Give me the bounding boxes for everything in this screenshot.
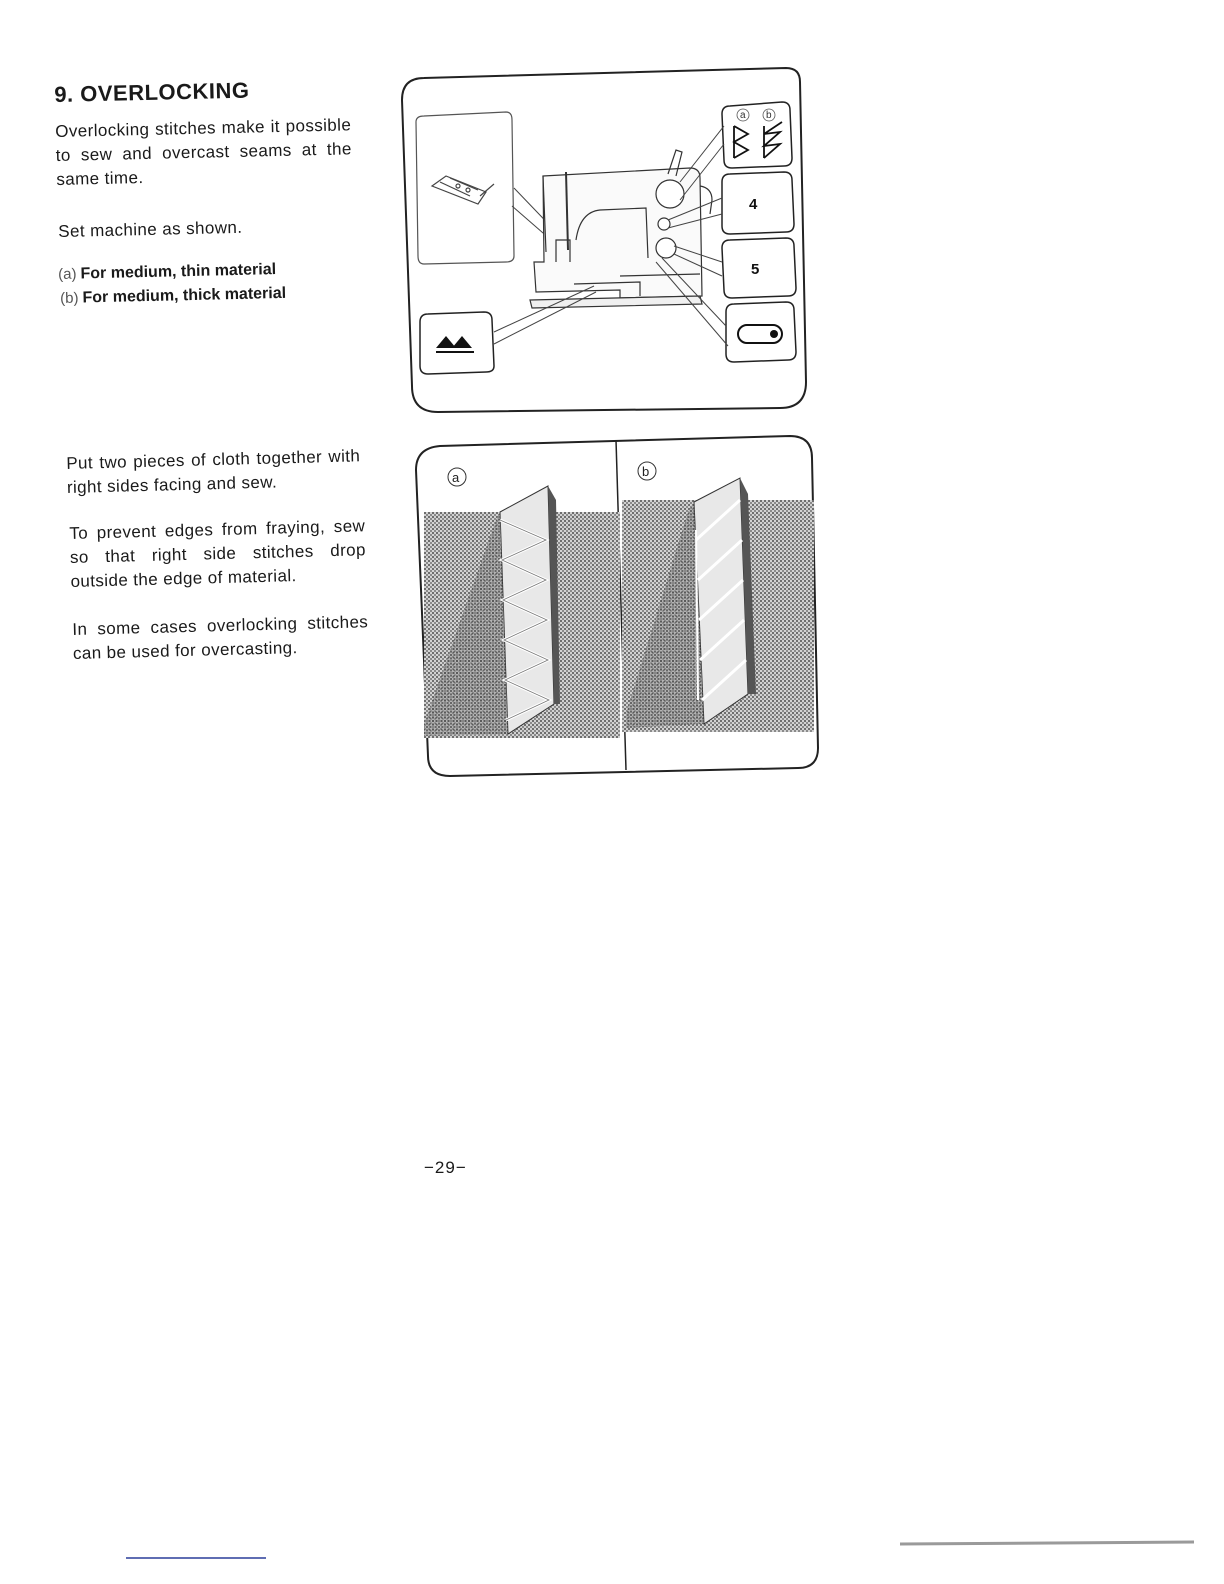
toggle-switch-icon [738,325,782,343]
pattern-label-b: b [766,110,772,121]
option-b-label: For medium, thick material [82,284,287,307]
overcasting-paragraph: In some cases overlocking stitches can be used for overcasting. [72,612,369,663]
panel-b-label: b [642,464,650,479]
sewing-machine-drawing [530,150,712,308]
scan-edge-mark [900,1542,1194,1544]
switch-inset [656,258,796,362]
stitch-width-value: 5 [751,261,760,278]
overlock-stitch-icon-a [734,126,748,158]
page-number: −29− [424,1158,467,1177]
pattern-label-a: a [740,110,746,121]
seam-panel-b [622,462,814,732]
presser-foot-icon [432,176,494,204]
put-cloth-paragraph: Put two pieces of cloth together with right sides facing and sew. [66,446,361,497]
section-title: 9. OVERLOCKING [54,77,250,107]
prevent-fraying-paragraph: To prevent edges from fraying, sew so that right side stitches drop outside the edge of material. [69,516,367,591]
stitch-width-dial [656,238,676,258]
overlock-stitch-icon-b [764,122,782,158]
seam-panel-a [424,468,620,738]
presser-foot-inset [416,112,560,264]
option-a-label: For medium, thin material [80,261,277,283]
panel-a-label: a [452,470,460,485]
option-b-mark: (b) [60,289,79,307]
machine-settings-figure [402,68,806,412]
stitch-length-value: 4 [749,196,758,213]
option-a-mark: (a) [58,265,77,283]
feed-dog-up-icon [436,336,472,348]
pattern-selector-dial [656,180,684,208]
set-machine-instruction: Set machine as shown. [58,217,243,241]
intro-paragraph: Overlocking stitches make it possible to sew and overcast seams at the same time. [55,115,352,189]
seam-illustration-figure [416,436,818,776]
